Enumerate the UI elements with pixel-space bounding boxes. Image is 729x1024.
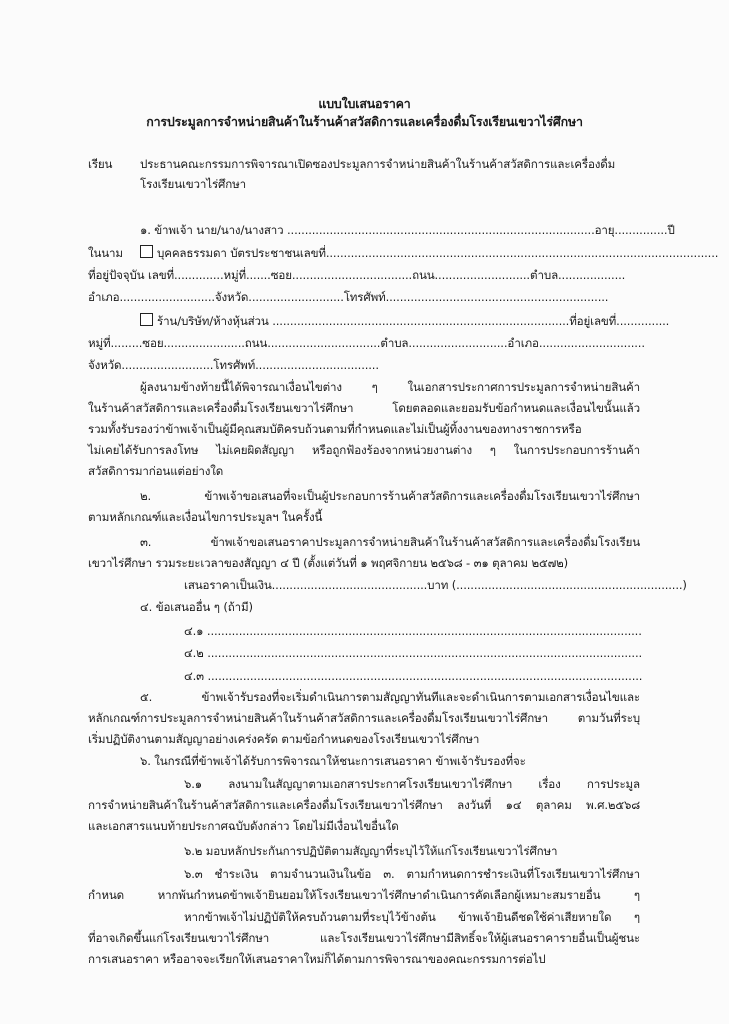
company-option [140, 313, 669, 330]
person-checkbox[interactable] [140, 245, 153, 258]
district-line: อำเภอ...........................จังหวัด...........................โทรศัพท์............................................................... [88, 290, 609, 304]
para-1-line: ในร้านค้าสวัสดิการและเครื่องดื่มโรงเรียนเขวาไร่ศึกษา โดยตลอดและยอมรับข้อกำหนดและเงื่อนไขนั้นแล้ว [88, 401, 640, 415]
item-3-line: เขวาไร่ศึกษา รวมระยะเวลาของสัญญา ๔ ปี (ตั้งแต่วันที่ ๑ พฤศจิกายน ๒๕๖๘ - ๓๑ ตุลาคม ๒๕๗๒) [88, 556, 569, 570]
item-1-line: ๑. ข้าพเจ้า นาย/นาง/นางสาว .......................................................................................อายุ...............ปี [140, 223, 675, 237]
item-4-label: ๔. ข้อเสนออื่น ๆ (ถ้ามี) [140, 600, 253, 614]
item-4-sub: ๔.๓ ........................................................................................................................... [184, 669, 643, 683]
company-province-line: จังหวัด..........................โทรศัพท์................................... [88, 358, 379, 372]
address-line: ที่อยู่ปัจจุบัน เลขที่..............หมู่ที่.......ซอย..................................ถนน...........................ตำบล................... [88, 268, 626, 282]
item-5-line: เริ่มปฏิบัติงานตามสัญญาอย่างเคร่งครัด ตามข้อกำหนดของโรงเรียนเขวาไร่ศึกษา [88, 732, 480, 746]
item-6-line: ๖. ในกรณีที่ข้าพเจ้าได้รับการพิจารณาให้ชนะการเสนอราคา ข้าพเจ้ารับรองที่จะ [140, 754, 526, 768]
to-line-1: ประธานคณะกรรมการพิจารณาเปิดซองประมูลการจำหน่ายสินค้าในร้านค้าสวัสดิการและเครื่องดื่ม [140, 157, 616, 171]
item-6-3-line: กำหนด หากพ้นกำหนดข้าพเจ้ายินยอมให้โรงเรียนเขวาไร่ศึกษาดำเนินการคัดเลือกผู้เหมาะสมรายอื่น ๆ [88, 888, 640, 902]
item-6-2-line: ๖.๒ มอบหลักประกันการปฏิบัติตามสัญญาที่ระบุไว้ให้แก่โรงเรียนเขวาไร่ศึกษา [184, 844, 558, 858]
document-subtitle: การประมูลการจำหน่ายสินค้าในร้านค้าสวัสดิการและเครื่องดื่มโรงเรียนเขวาไร่ศึกษา [146, 114, 583, 129]
item-3-line: ๓. ข้าพเจ้าขอเสนอราคาประมูลการจำหน่ายสินค้าในร้านค้าสวัสดิการและเครื่องดื่มโรงเรียน [140, 535, 640, 549]
item-2-line: ๒. ข้าพเจ้าขอเสนอที่จะเป็นผู้ประกอบการร้านค้าสวัสดิการและเครื่องดื่มโรงเรียนเขวาไร่ศึกษา [140, 489, 640, 503]
person-option-label: บุคคลธรรมดา บัตรประชาชนเลขที่............................................................................................................... [157, 246, 719, 260]
item-6-3-line: ๖.๓ ชำระเงิน ตามจำนวนเงินในข้อ ๓. ตามกำหนดการชำระเงินที่โรงเรียนเขวาไร่ศึกษา [184, 867, 640, 881]
item-6-1-line: และเอกสารแนบท้ายประกาศฉบับดังกล่าว โดยไม่มีเงื่อนไขอื่นใด [88, 819, 399, 833]
para-1-line: สวัสดิการมาก่อนแต่อย่างใด [88, 464, 224, 478]
closing-line: หากข้าพเจ้าไม่ปฏิบัติให้ครบถ้วนตามที่ระบุไว้ข้างต้น ข้าพเจ้ายินดีชดใช้ค่าเสียหายใด ๆ [184, 910, 640, 924]
item-4-sub: ๔.๑ ........................................................................................................................... [184, 624, 642, 638]
item-6-1-line: การจำหน่ายสินค้าในร้านค้าสวัสดิการและเครื่องดื่มโรงเรียนเขวาไร่ศึกษา ลงวันที่ ๑๔ ตุลาคม พ.ศ.๒๕๖๘ [88, 798, 640, 812]
in-name-label: ในนาม [88, 246, 123, 260]
closing-line: การเสนอราคา หรืออาจจะเรียกให้เสนอราคาใหม่ก็ได้ตามการพิจารณาของคณะกรรมการต่อไป [88, 952, 546, 966]
item-6-1-line: ๖.๑ ลงนามในสัญญาตามเอกสารประกาศโรงเรียนเขวาไร่ศึกษา เรื่อง การประมูล [184, 777, 640, 791]
person-option [140, 245, 718, 262]
item-5-line: ๕. ข้าพเจ้ารับรองที่จะเริ่มดำเนินการตามสัญญาทันทีและจะดำเนินการตามเอกสารเงื่อนไขและ [140, 690, 640, 704]
company-checkbox[interactable] [140, 313, 153, 326]
company-address-line: หมู่ที่.........ซอย.......................ถนน................................ตำบล............................อำเภอ.............................. [88, 336, 645, 350]
item-2-line: ตามหลักเกณฑ์และเงื่อนไขการประมูลฯ ในครั้งนี้ [88, 510, 323, 524]
para-1-line: รวมทั้งรับรองว่าข้าพเจ้าเป็นผู้มีคุณสมบัติครบถ้วนตามที่กำหนดและไม่เป็นผู้ทิ้งงานของทางราชการหรือ [88, 422, 582, 436]
to-label: เรียน [88, 157, 113, 171]
item-5-line: หลักเกณฑ์การประมูลการจำหน่ายสินค้าในร้านค้าสวัสดิการและเครื่องดื่มโรงเรียนเขวาไร่ศึกษา ตามวันที่ระบุ [88, 711, 640, 725]
company-option-label: ร้าน/บริษัท/ห้างหุ้นส่วน ....................................................................................ที่อยู่เลขที่............... [157, 314, 670, 328]
item-4-sub: ๔.๒ ........................................................................................................................... [184, 646, 643, 660]
closing-line: ที่อาจเกิดขึ้นแก่โรงเรียนเขวาไร่ศึกษา และโรงเรียนเขวาไร่ศึกษามีสิทธิ์จะให้ผู้เสนอราคารายอื่นเป็นผู้ชนะ [88, 931, 640, 945]
para-1-line: ผู้ลงนามข้างท้ายนี้ได้พิจารณาเงื่อนไขต่าง ๆ ในเอกสารประกาศการประมูลการจำหน่ายสินค้า [140, 380, 640, 394]
to-line-2: โรงเรียนเขวาไร่ศึกษา [140, 177, 246, 191]
para-1-line: ไม่เคยได้รับการลงโทษ ไม่เคยผิดสัญญา หรือถูกฟ้องร้องจากหน่วยงานต่าง ๆ ในการประกอบการร้านค้า [88, 443, 640, 457]
price-line: เสนอราคาเป็นเงิน............................................บาท (................................................................) [184, 578, 687, 592]
document-title: แบบใบเสนอราคา [318, 96, 411, 111]
